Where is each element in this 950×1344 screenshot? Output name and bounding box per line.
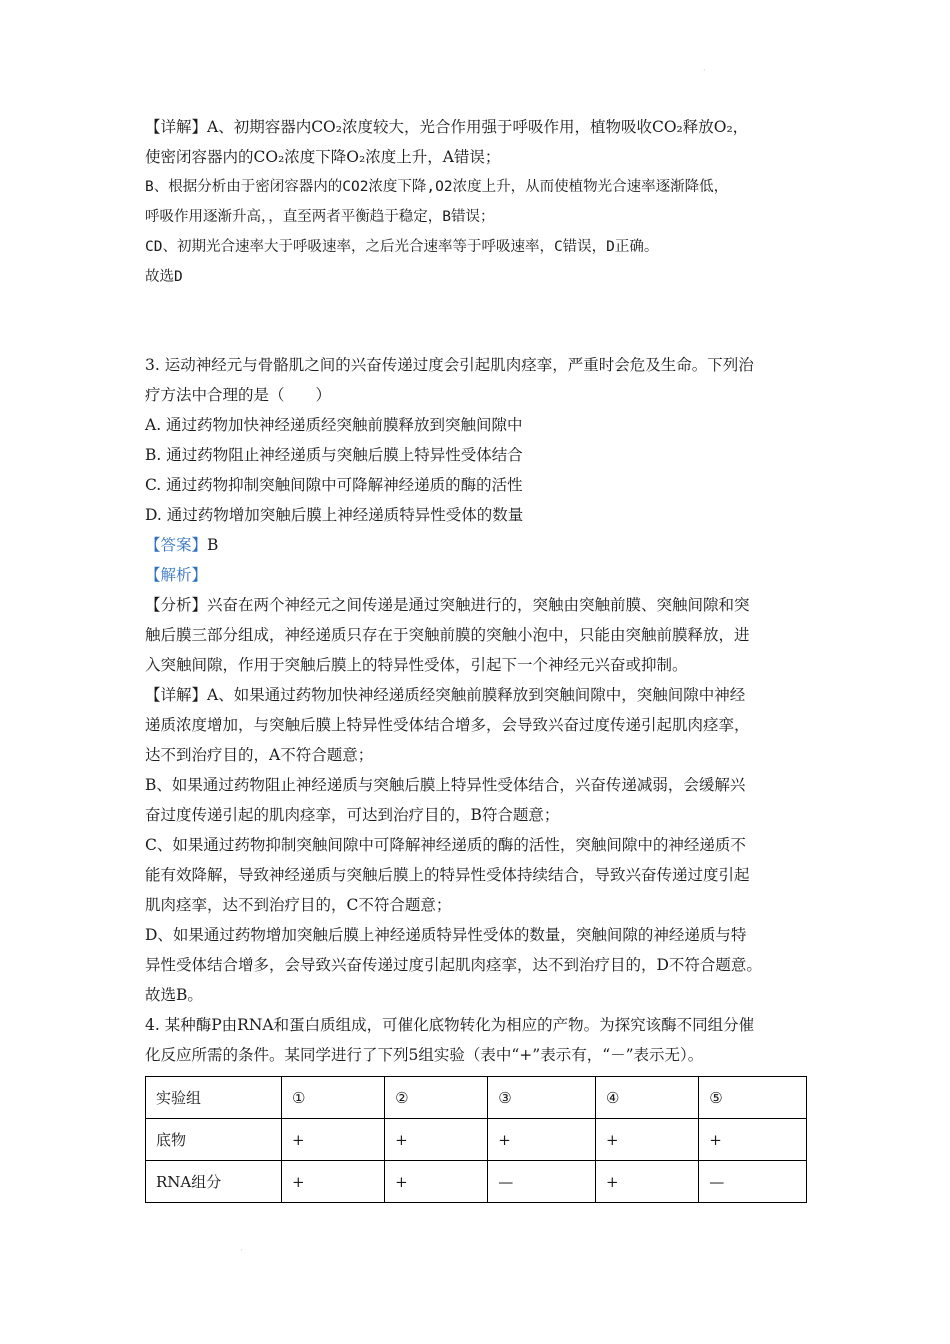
- prev-line: CD、初期光合速率大于呼吸速率，之后光合速率等于呼吸速率，C错误，D正确。: [145, 239, 659, 255]
- q3-analysis-line: 入突触间隙，作用于突触后膜上的特异性受体，引起下一个神经元兴奋或抑制。: [145, 656, 688, 674]
- question-3: [145, 350, 810, 1010]
- answer-value: B: [207, 536, 219, 554]
- q3-option-d: D. 通过药物增加突触后膜上神经递质特异性受体的数量: [145, 506, 524, 524]
- q3-detail-line: D、如果通过药物增加突触后膜上神经递质特异性受体的数量，突触间隙的神经递质与特: [145, 926, 747, 944]
- q3-option-a: A. 通过药物加快神经递质经突触前膜释放到突触间隙中: [145, 416, 523, 434]
- table-cell: ②: [385, 1077, 488, 1119]
- table-row: [146, 1161, 807, 1203]
- table-cell: ⑤: [699, 1077, 807, 1119]
- q3-detail-line: 达不到治疗目的，A不符合题意；: [145, 746, 374, 764]
- q3-answer: [145, 530, 810, 560]
- document-page: [145, 112, 810, 1203]
- prev-line: 【详解】A、初期容器内CO₂浓度较大，光合作用强于呼吸作用，植物吸收CO₂释放O₂，: [145, 118, 749, 136]
- table-cell: +: [488, 1119, 596, 1161]
- table-cell: 实验组: [146, 1077, 282, 1119]
- q3-detail-line: B、如果通过药物阻止神经递质与突触后膜上特异性受体结合，兴奋传递减弱，会缓解兴: [145, 776, 746, 794]
- q3-stem-line: 疗方法中合理的是（ ）: [145, 386, 332, 404]
- table-cell: +: [282, 1119, 385, 1161]
- table-cell: ①: [282, 1077, 385, 1119]
- q4-stem-line: 化反应所需的条件。某同学进行了下列5组实验（表中“+”表示有，“－”表示无）。: [145, 1046, 704, 1064]
- q3-option-b: B. 通过药物阻止神经递质与突触后膜上特异性受体结合: [145, 446, 523, 464]
- table-cell: —: [699, 1161, 807, 1203]
- q3-detail-line: 能有效降解，导致神经递质与突触后膜上的特异性受体持续结合，导致兴奋传递过度引起: [145, 866, 750, 884]
- table-row: [146, 1119, 807, 1161]
- q3-analysis-line: 触后膜三部分组成，神经递质只存在于突触前膜的突触小泡中，只能由突触前膜释放，进: [145, 626, 750, 644]
- question-4: [145, 1010, 810, 1203]
- prev-explanation: [145, 112, 810, 292]
- q3-stem-line: 3. 运动神经元与骨骼肌之间的兴奋传递过度会引起肌肉痉挛，严重时会危及生命。下列治: [145, 356, 754, 374]
- table-cell: +: [385, 1119, 488, 1161]
- table-cell: +: [596, 1119, 699, 1161]
- q3-detail-line: 奋过度传递引起的肌肉痉挛，可达到治疗目的，B符合题意；: [145, 806, 560, 824]
- prev-line: 使密闭容器内的CO₂浓度下降O₂浓度上升，A错误；: [145, 148, 501, 166]
- table-cell: —: [488, 1161, 596, 1203]
- experiment-table: [145, 1076, 807, 1203]
- table-cell: +: [596, 1161, 699, 1203]
- table-cell: RNA组分: [146, 1161, 282, 1203]
- prev-line: 故选D: [145, 269, 183, 285]
- q3-detail-line: 肌肉痉挛，达不到治疗目的，C不符合题意；: [145, 896, 452, 914]
- q3-analysis-line: 【分析】兴奋在两个神经元之间传递是通过突触进行的，突触由突触前膜、突触间隙和突: [145, 596, 750, 614]
- corner-mark-bottom: ·: [240, 1246, 243, 1255]
- table-cell: ④: [596, 1077, 699, 1119]
- table-header-row: [146, 1077, 807, 1119]
- q3-detail-line: 异性受体结合增多，会导致兴奋传递过度引起肌肉痉挛，达不到治疗目的，D不符合题意。: [145, 956, 762, 974]
- q3-detail-line: 故选B。: [145, 986, 203, 1004]
- table-cell: ③: [488, 1077, 596, 1119]
- analysis-label: 【解析】: [145, 566, 208, 584]
- table-cell: +: [282, 1161, 385, 1203]
- answer-label: 【答案】: [145, 536, 208, 554]
- q3-detail-line: 【详解】A、如果通过药物加快神经递质经突触前膜释放到突触间隙中，突触间隙中神经: [145, 686, 746, 704]
- q4-stem-line: 4. 某种酶P由RNA和蛋白质组成，可催化底物转化为相应的产物。为探究该酶不同组分催: [145, 1016, 755, 1034]
- table-cell: +: [385, 1161, 488, 1203]
- table-cell: +: [699, 1119, 807, 1161]
- table-cell: 底物: [146, 1119, 282, 1161]
- corner-mark-top: ·: [703, 66, 706, 75]
- q3-option-c: C. 通过药物抑制突触间隙中可降解神经递质的酶的活性: [145, 476, 523, 494]
- prev-line: B、根据分析由于密闭容器内的CO2浓度下降,O2浓度上升，从而使植物光合速率逐渐降低，: [145, 179, 729, 195]
- q3-detail-line: 递质浓度增加，与突触后膜上特异性受体结合增多，会导致兴奋过度传递引起肌肉痉挛，: [145, 716, 750, 734]
- q3-detail-line: C、如果通过药物抑制突触间隙中可降解神经递质的酶的活性，突触间隙中的神经递质不: [145, 836, 746, 854]
- prev-line: 呼吸作用逐渐升高，，直至两者平衡趋于稳定，B错误；: [145, 209, 495, 225]
